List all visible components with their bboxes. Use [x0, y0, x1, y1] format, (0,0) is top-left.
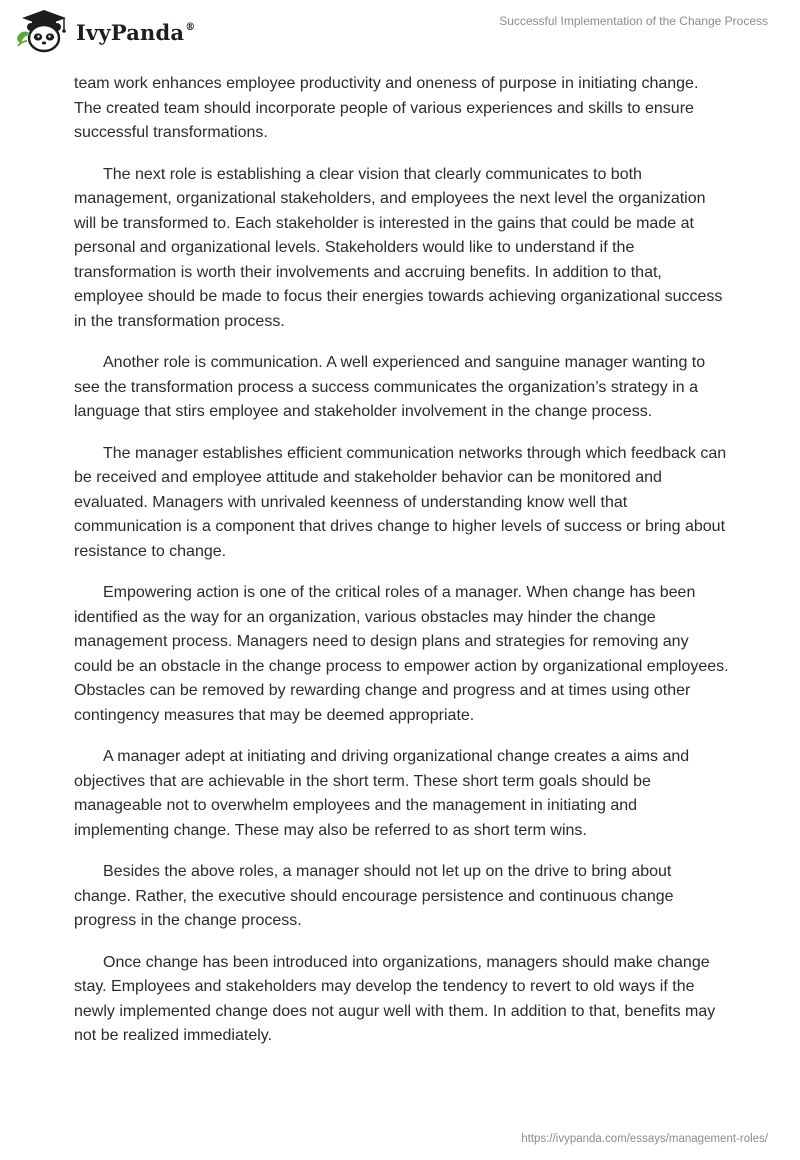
paragraph: Once change has been introduced into organizations, managers should make change stay. Employees and stakeholders may develop the tendency to revert to old ways if the newly implemented change does not augur well with them. In addition to that, benefits may not be realized immediately. — [74, 953, 716, 1044]
paragraph: The next role is establishing a clear vision that clearly communicates to both management, organizational stakeholders, and employees the next level the organization will be transformed to. Each stakeholder is interested in the gains that could be made at personal and organizational levels. Stakeholders would like to understand if the transformation is worth their involvements and accruing benefits. In addition to that, employee should be made to focus their energies towards achieving organizational success in the transformation process. — [74, 165, 723, 330]
essay-body — [74, 72, 729, 1066]
ivypanda-logo[interactable] — [14, 8, 195, 54]
paragraph: Empowering action is one of the critical roles of a manager. When change has been identified as the way for an organization, various obstacles may hinder the change management process. Managers need to design plans and strategies for removing any could be an obstacle in the change process to empower action by organizational employees. Obstacles can be removed by rewarding change and progress and at times using other contingency measures that may be deemed appropriate. — [74, 584, 729, 724]
page-header — [0, 0, 800, 70]
paragraph: A manager adept at initiating and driving organizational change creates a aims and objectives that are achievable in the short term. These short term goals should be manageable not to overwhelm employees and the management in initiating and implementing change. These may also be referred to as short term wins. — [74, 748, 690, 839]
registered-mark: ® — [185, 21, 196, 33]
brand-name — [76, 20, 195, 45]
source-url[interactable]: https://ivypanda.com/essays/management-roles/ — [521, 1133, 768, 1145]
brand-name-text: IvyPanda — [76, 19, 185, 45]
paragraph: team work enhances employee productivity and oneness of purpose in initiating change. The created team should incorporate people of various experiences and skills to ensure successful transformations. — [74, 75, 699, 141]
paragraph: Besides the above roles, a manager should not let up on the drive to bring about change. Rather, the executive should encourage persistence and continuous change progress in the change process. — [74, 863, 674, 929]
paragraph: Another role is communication. A well experienced and sanguine manager wanting to see the transformation process a success communicates the organization’s strategy in a language that stirs employee and stakeholder involvement in the change process. — [74, 354, 706, 420]
paragraph: The manager establishes efficient communication networks through which feedback can be received and employee attitude and stakeholder behavior can be monitored and evaluated. Managers with unrivaled keenness of understanding know well that communication is a component that drives change to higher levels of success or bring about resistance to change. — [74, 444, 727, 560]
running-title: Successful Implementation of the Change Process — [499, 14, 768, 28]
panda-logo-icon — [14, 8, 70, 54]
